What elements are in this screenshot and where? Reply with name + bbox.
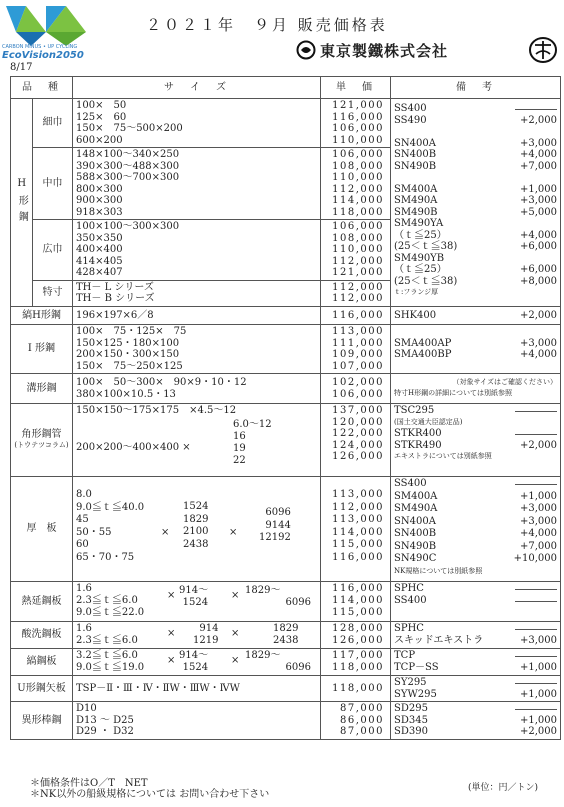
size-cell: 8.0 9.0≦ｔ≦40.0 45 50・55 60 65・70・75 × 1524 1829 2100 2438 × 6096 9144 12192 [73,477,321,582]
category-checkered: 縞鋼板 [11,649,73,676]
table-row [11,99,561,148]
table-row [11,325,561,374]
table-row [11,702,561,740]
category-plate: 厚 板 [11,477,73,582]
size-cell: 150×150～175×175 ×4.5～12 6.0～12 16 19 22 200×200～400×400 × [73,404,321,477]
header-remark: 備 考 [391,77,561,99]
remark-cell: SS400 SM400A +1,000 SM490A +3,000 SN400A +3,000 SN400B +4,000 SN490B +7,000 SN490C +10,000 NK規格については別紙参照 [391,477,561,582]
header-kind: 品 種 [11,77,73,99]
price-cell: 106,000 108,000 110,000 112,000 114,000 118,000 [321,148,391,220]
remark-cell: TSC295 (国土交通大臣認定品) STKR400 STKR490 +2,000 エキストラについては別紙参照 [391,404,561,477]
price-cell: 117,000 118,000 [321,649,391,676]
company-mark-icon [296,40,316,60]
header [0,0,564,78]
company-seal-icon [528,36,558,64]
price-cell: 116,000 114,000 115,000 [321,582,391,622]
size-cell: 100× 75・125× 75 150×125・180×100 200×150・300×150 150× 75～250×125 [73,325,321,374]
unit-label: (単位：円／トン) [468,783,539,793]
issue-date: 8/17 [10,62,33,73]
size-cell: 196×197×6／8 [73,306,321,325]
remark-cell-h-beam: SS400 SS490 +2,000 SN400A +3,000 SN400B +4,000 SN490B +7,000 SM400A +1,000 SM490A +3,000 SM490B +5,000 SM490YA （ｔ≦25） +4,000 (25＜ｔ≦38) +6,000 SM490YB （ｔ≦25） +6,000 (25＜ｔ≦38) +8,000 ｔ:フランジ厚 [391,99,561,307]
price-cell: 128,000 126,000 [321,622,391,649]
category-u-sheet: U形鋼矢板 [11,676,73,702]
logo-text: EcoVision2050 [2,50,84,61]
page-title: ２０２１年 ９月 販売価格表 [146,16,388,34]
price-cell: 102,000 106,000 [321,374,391,404]
subcategory: 細巾 [33,99,73,148]
footer-note-nk: ＊NK以外の船級規格については お問い合わせ下さい [30,789,270,800]
subcategory: 広巾 [33,220,73,281]
price-cell: 121,000 116,000 106,000 110,000 [321,99,391,148]
table-row [11,676,561,702]
remark-cell: SD295 SD345 +1,000 SD390 +2,000 [391,702,561,740]
size-cell: 100× 50～300× 90×9・10・12 380×100×10.5・13 [73,374,321,404]
logo-subtext: CARBON MINUS • UP CYCLING [2,44,78,50]
remark-cell: SY295 SYW295 +1,000 [391,676,561,702]
table-row [11,622,561,649]
table-row [11,374,561,404]
size-cell: 100× 50 125× 60 150× 75～500×200 600×200 [73,99,321,148]
price-cell: 137,000 120,000 122,000 124,000 126,000 [321,404,391,477]
category-hot-rolled: 熱延鋼板 [11,582,73,622]
remark-cell: SHK400 +2,000 [391,306,561,325]
size-cell: D10 D13 ～ D25 D29 ・ D32 [73,702,321,740]
category-shima-h: 縞H形鋼 [11,306,73,325]
table-row [11,477,561,582]
company-name: 東京製鐵株式会社 [320,42,449,60]
price-cell: 106,000 108,000 110,000 112,000 121,000 [321,220,391,281]
category-deformed-bar: 異形棒鋼 [11,702,73,740]
price-table [10,76,561,740]
price-cell: 113,000 111,000 109,000 107,000 [321,325,391,374]
category-square-pipe: 角形鋼管 (トウテツコラム) [11,404,73,477]
size-cell: 148×100～340×250 390×300～488×300 588×300～700×300 800×300 900×300 918×303 [73,148,321,220]
size-cell: 100×100～300×300 350×350 400×400 414×405 428×407 [73,220,321,281]
subcategory: 特寸 [33,280,73,306]
price-cell: 116,000 [321,306,391,325]
size-cell: 1.6 2.3≦ｔ≦6.0 × 914 1219 × 1829 2438 [73,622,321,649]
header-price: 単 価 [321,77,391,99]
table-row [11,649,561,676]
remark-cell: SPHC SS400 [391,582,561,622]
category-h-beam: H形鋼 [11,99,33,307]
subcategory: 中巾 [33,148,73,220]
table-row [11,306,561,325]
remark-cell: （対象サイズはご確認ください） 特寸H形鋼の詳細については別紙参照 [391,374,561,404]
size-cell: 3.2≦ｔ≦6.0 9.0≦ｔ≦19.0 × 914～ 1524 × 1829～ 6096 [73,649,321,676]
remark-cell: TCP TCP－SS +1,000 [391,649,561,676]
price-cell: 112,000 112,000 [321,280,391,306]
category-channel: 溝形鋼 [11,374,73,404]
size-cell: TH－ L シリーズ TH－ B シリーズ [73,280,321,306]
remark-cell: SMA400AP +3,000 SMA400BP +4,000 [391,325,561,374]
header-size: サ イ ズ [73,77,321,99]
size-cell: 1.6 2.3≦ｔ≦6.0 9.0≦ｔ≦22.0 × 914～ 1524 × 1829～ 6096 [73,582,321,622]
price-cell: 113,000 112,000 113,000 114,000 115,000 116,000 [321,477,391,582]
remark-cell: SPHC スキッドエキストラ +3,000 [391,622,561,649]
category-pickled: 酸洗鋼板 [11,622,73,649]
category-i-beam: I 形鋼 [11,325,73,374]
footer-note-price-terms: ＊価格条件はO／T NET [30,778,148,789]
footer-notes [30,778,269,800]
price-cell: 87,000 86,000 87,000 [321,702,391,740]
price-cell: 118,000 [321,676,391,702]
table-row [11,582,561,622]
table-row [11,404,561,477]
table-header-row [11,77,561,99]
size-cell: TSP－Ⅱ・Ⅲ・Ⅳ・ⅡW・ⅢW・ⅣW [73,676,321,702]
